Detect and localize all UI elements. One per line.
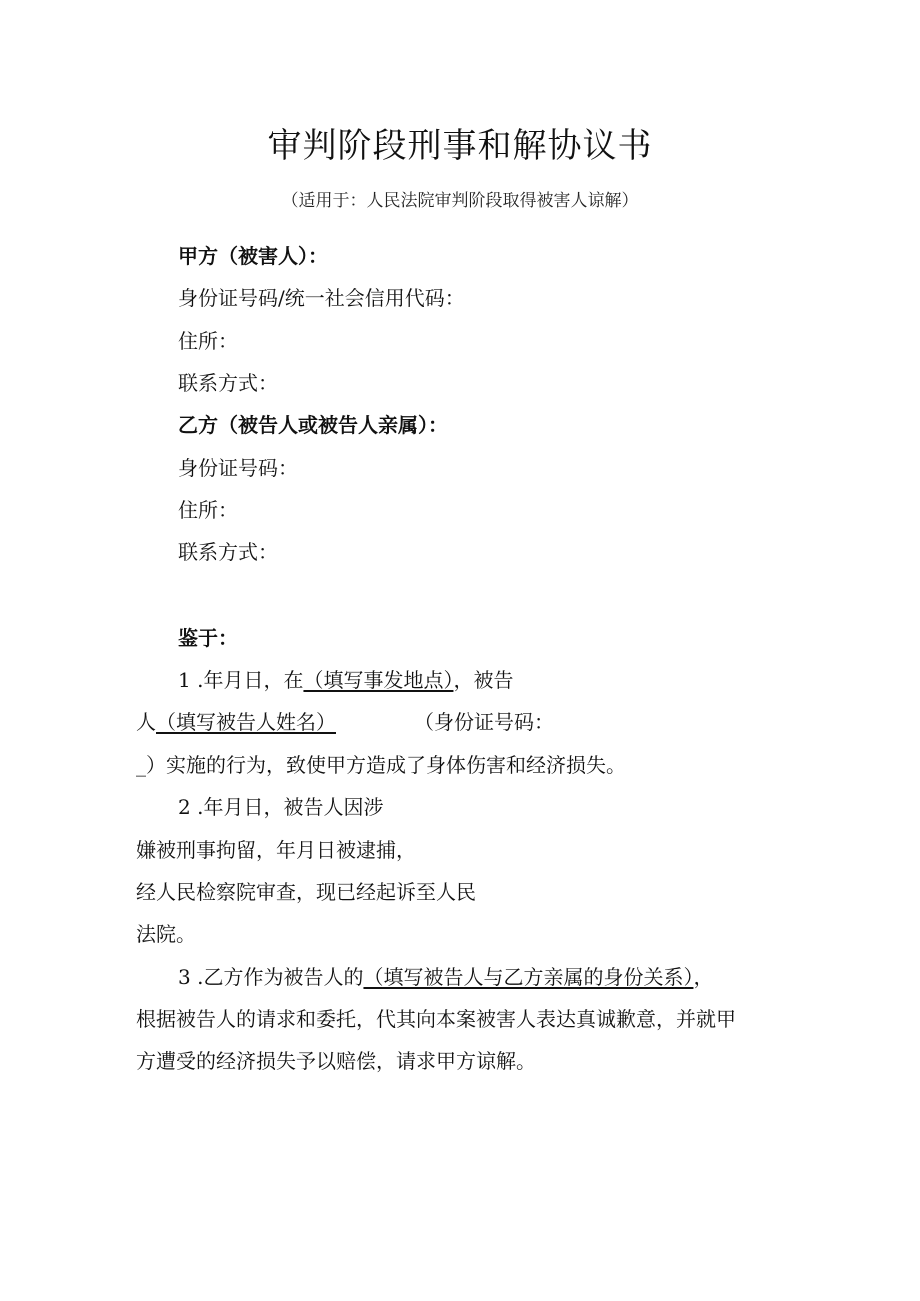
item-2-text-line-1: .年月日，被告人因涉 <box>197 795 384 819</box>
whereas-item-2-line-4: 法院。 <box>136 922 196 946</box>
item-1-number: 1 <box>178 668 191 692</box>
party-b-address-label: 住所： <box>178 498 238 522</box>
whereas-item-1-line-2 <box>136 710 336 734</box>
party-a-heading: 甲方（被害人）： <box>178 244 328 268</box>
item-3-relation-placeholder: （填写被告人与乙方亲属的身份关系） <box>363 965 694 989</box>
whereas-item-1-line-3: _）实施的行为，致使甲方造成了身体伤害和经济损失。 <box>136 753 626 777</box>
document-title: 审判阶段刑事和解协议书 <box>267 126 653 166</box>
item-3-number: 3 <box>178 965 191 989</box>
whereas-item-2-line-1 <box>178 795 383 819</box>
item-2-number: 2 <box>178 795 191 819</box>
party-a-contact-label: 联系方式： <box>178 371 278 395</box>
whereas-heading: 鉴于： <box>178 626 238 650</box>
item-1-text-part-3: 人 <box>136 710 156 734</box>
item-3-text-part-2: ， <box>693 965 714 989</box>
item-1-location-placeholder: （填写事发地点） <box>303 668 454 692</box>
party-a-address-label: 住所： <box>178 329 238 353</box>
whereas-item-1-line-1 <box>178 668 513 692</box>
whereas-item-3-line-2: 根据被告人的请求和委托，代其向本案被害人表达真诚歉意，并就甲 <box>136 1007 736 1031</box>
item-1-text-part-2: ，被告 <box>453 668 514 692</box>
party-a-id-label: 身份证号码/统一社会信用代码： <box>178 286 465 310</box>
item-1-name-placeholder: （填写被告人姓名） <box>156 710 336 734</box>
document-subtitle: （适用于：人民法院审判阶段取得被害人谅解） <box>281 191 639 211</box>
whereas-item-3-line-1 <box>178 965 713 989</box>
party-b-heading: 乙方（被告人或被告人亲属）： <box>178 413 448 437</box>
party-b-contact-label: 联系方式： <box>178 540 278 564</box>
whereas-item-3-line-3: 方遭受的经济损失予以赔偿，请求甲方谅解。 <box>136 1049 536 1073</box>
party-b-id-label: 身份证号码： <box>178 456 298 480</box>
item-1-id-label: （身份证号码： <box>414 710 554 734</box>
item-3-text-part-1: .乙方作为被告人的 <box>197 965 364 989</box>
whereas-item-2-line-2: 嫌被刑事拘留，年月日被逮捕， <box>136 838 416 862</box>
item-1-text-part-1: .年月日，在 <box>197 668 304 692</box>
whereas-item-2-line-3: 经人民检察院审查，现已经起诉至人民 <box>136 880 476 904</box>
